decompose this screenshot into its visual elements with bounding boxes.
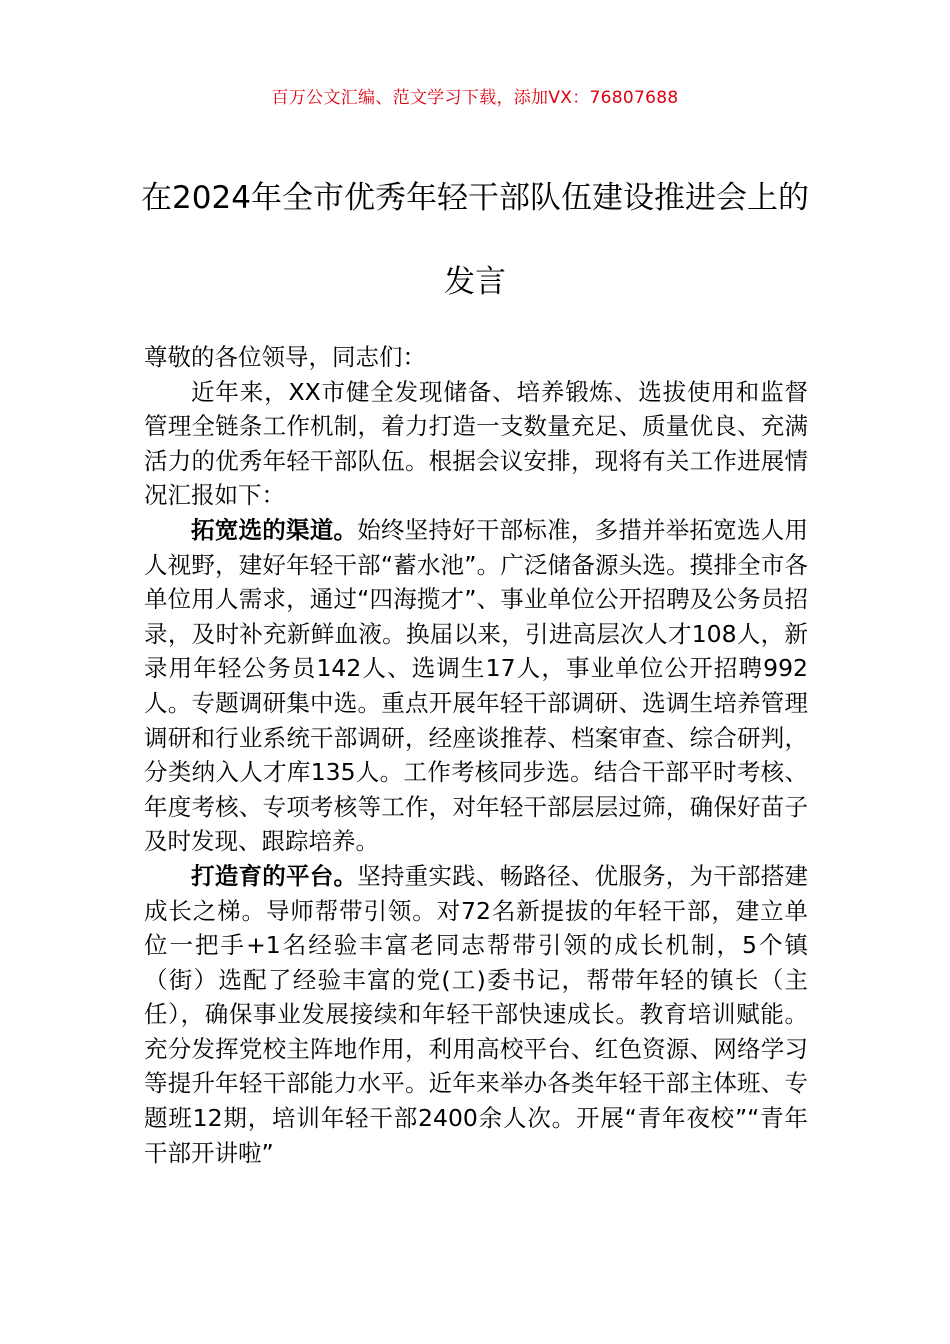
watermark-text: 百万公文汇编、范文学习下载，添加VX：76807688 — [271, 88, 679, 108]
salutation: 尊敬的各位领导，同志们： — [144, 343, 426, 371]
section-heading: 打造育的平台。 — [191, 861, 358, 890]
paragraph-section-2 — [144, 859, 808, 1170]
paragraph-text: 始终坚持好干部标准，多措并举拓宽选人用人视野，建好年轻干部“蓄水池”。广泛储备源头选。摸排全市各单位用人需求，通过“四海揽才”、事业单位公开招聘及公务员招录，及时补充新鲜血液。换届以来，引进高层次人才108人，新录用年轻公务员142人、选调生17人，事业单位公开招聘992人。专题调研集中选。重点开展年轻干部调研、选调生培养管理调研和行业系统干部调研，经座谈推荐、档案审查、综合研判，分类纳入人才库135人。工作考核同步选。结合干部平时考核、年度考核、专项考核等工作，对年轻干部层层过筛，确保好苗子及时发现、跟踪培养。 — [144, 515, 809, 856]
document-body — [144, 340, 808, 1170]
paragraph-text: 坚持重实践、畅路径、优服务，为干部搭建成长之梯。导师帮带引领。对72名新提拔的年轻干部，建立单位一把手+1名经验丰富老同志帮带引领的成长机制，5个镇（街）选配了经验丰富的党(工)委书记，帮带年轻的镇长（主任），确保事业发展接续和年轻干部快速成长。教育培训赋能。充分发挥党校主阵地作用，利用高校平台、红色资源、网络学习等提升年轻干部能力水平。近年来举办各类年轻干部主体班、专题班12期，培训年轻干部2400余人次。开展“青年夜校”“青年干部开讲啦” — [144, 861, 809, 1167]
paragraph-text: 近年来，XX市健全发现储备、培养锻炼、选拔使用和监督管理全链条工作机制，着力打造一支数量充足、质量优良、充满活力的优秀年轻干部队伍。根据会议安排，现将有关工作进展情况汇报如下： — [144, 377, 808, 510]
paragraph-section-1 — [144, 513, 808, 859]
paragraph-intro — [144, 375, 808, 513]
document-title: 在2024年全市优秀年轻干部队伍建设推进会上的发言 — [141, 180, 809, 300]
section-heading: 拓宽选的渠道。 — [191, 515, 358, 544]
